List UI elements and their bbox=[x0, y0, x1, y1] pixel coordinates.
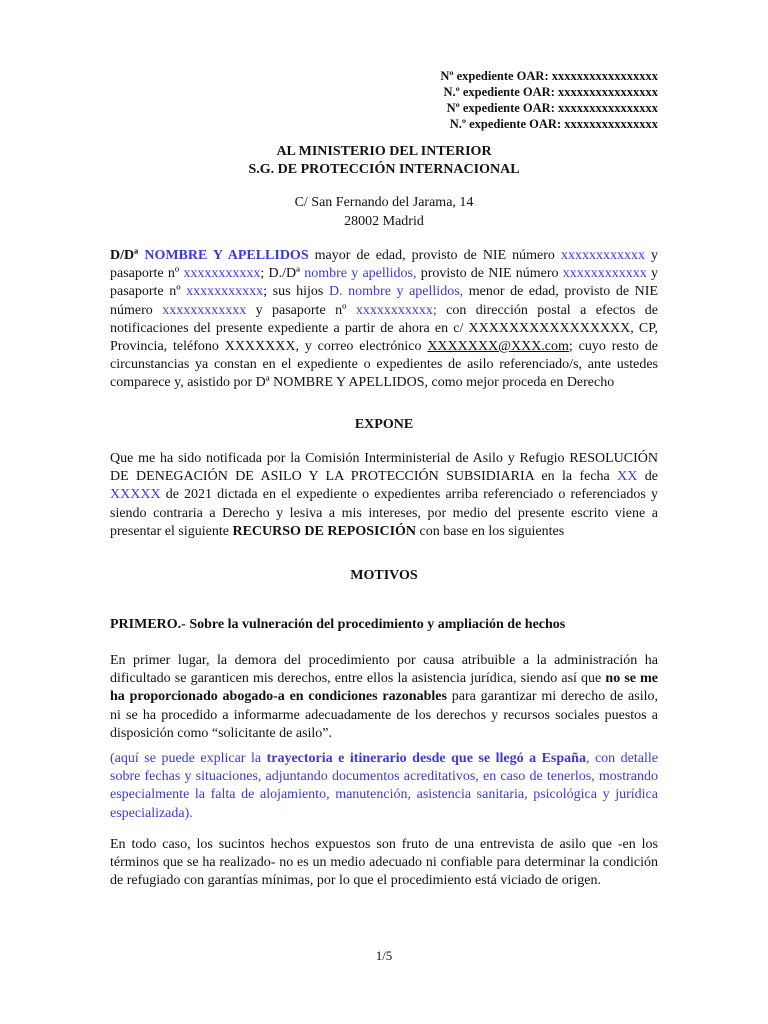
intro-text: y pasaporte nº bbox=[110, 248, 658, 282]
expone-text: de bbox=[637, 469, 659, 485]
primero-heading: PRIMERO.- Sobre la vulneración del procedimiento y ampliación de hechos bbox=[110, 617, 566, 632]
name-placeholder: NOMBRE Y APELLIDOS bbox=[144, 248, 309, 263]
name-placeholder: D. nombre y apellidos, bbox=[328, 284, 464, 300]
intro-text: ; cuyo resto de circunstancias ya constan en el expediente o expedientes de asilo referenciado/s, ante ustedes comparece y, asistido por Dª NOMBRE Y APELLIDOS, como mejor proceda en Derecho bbox=[110, 339, 658, 391]
nie-placeholder: xxxxxxxxxxxx bbox=[562, 266, 647, 282]
expediente-line: N.º expediente OAR: xxxxxxxxxxxxxxxx bbox=[443, 85, 658, 99]
month-placeholder: XXXXX bbox=[110, 487, 161, 503]
expediente-line: Nº expediente OAR: xxxxxxxxxxxxxxxx bbox=[446, 101, 658, 115]
intro-text: y pasaporte nº bbox=[110, 266, 658, 300]
p1-emphasis: no se me ha proporcionado abogado-a en condiciones razonables bbox=[110, 671, 659, 705]
name-placeholder: nombre y apellidos, bbox=[304, 266, 417, 282]
intro-text: ; D./Dª bbox=[260, 266, 305, 282]
passport-placeholder: xxxxxxxxxxx; bbox=[355, 302, 437, 318]
intro-text: menor de edad, provisto de NIE número bbox=[110, 284, 659, 318]
expediente-line: Nº expediente OAR: xxxxxxxxxxxxxxxxx bbox=[440, 69, 658, 83]
passport-placeholder: xxxxxxxxxxx bbox=[183, 266, 261, 282]
paragraph-2-note bbox=[110, 750, 658, 823]
recurso-title: RECURSO DE REPOSICIÓN bbox=[232, 523, 417, 539]
expone-text: Que me ha sido notificada por la Comisión Interministerial de Asilo y Refugio RESOLUCIÓN DE DENEGACIÓN DE ASILO Y LA PROTECCIÓN SUBSIDIARIA en la fecha bbox=[110, 451, 658, 485]
motivos-heading: MOTIVOS bbox=[350, 568, 418, 583]
p2-text: (aquí se puede explicar la bbox=[110, 751, 267, 766]
intro-text: con dirección postal a efectos de notificaciones del presente expediente a partir de ahora en c/ XXXXXXXXXXXXXXXX, CP, Provincia, teléfono XXXXXXX, y correo electrónico bbox=[110, 302, 659, 355]
day-placeholder: XX bbox=[617, 469, 638, 485]
expediente-block bbox=[440, 68, 658, 132]
addressee-city: 28002 Madrid bbox=[344, 214, 424, 229]
p1-text: para garantizar mi derecho de asilo, ni se ha procedido a informarme adecuadamente de los derechos y recursos sociales puestos a disposición como “solicitante de asilo”. bbox=[110, 689, 658, 741]
p2-emphasis: trayectoria e itinerario desde que se llegó a España bbox=[266, 751, 586, 766]
intro-text: mayor de edad, provisto de NIE número bbox=[308, 248, 561, 263]
expone-heading: EXPONE bbox=[354, 417, 414, 432]
expone-text: de 2021 dictada en el expediente o expedientes arriba referenciado o referenciados y siendo contraria a Derecho y lesiva a mis intereses, por medio del presente escrito viene a presentar el siguiente bbox=[110, 487, 658, 539]
addressee-street: C/ San Fernando del Jarama, 14 bbox=[294, 195, 474, 210]
expone-text: con base en los siguientes bbox=[416, 523, 565, 539]
paragraph-3: En todo caso, los sucintos hechos expuestos son fruto de una entrevista de asilo que -en los términos que se ha realizado- no es un medio adecuado ni confiable para determinar la condición de refugiado con garantías mínimas, por lo que el procedimiento está viciado de origen. bbox=[110, 837, 658, 889]
expone-paragraph bbox=[110, 450, 658, 541]
passport-placeholder: xxxxxxxxxxx bbox=[186, 284, 264, 300]
addressee-line-1: AL MINISTERIO DEL INTERIOR bbox=[276, 144, 492, 159]
addressee-line-2: S.G. DE PROTECCIÓN INTERNACIONAL bbox=[248, 162, 520, 177]
intro-text: y pasaporte nº bbox=[246, 302, 356, 318]
paragraph-1 bbox=[110, 652, 658, 743]
page-number: 1/5 bbox=[375, 948, 393, 963]
nie-placeholder: xxxxxxxxxxxx bbox=[560, 248, 645, 263]
intro-text: D/Dª bbox=[110, 248, 145, 263]
intro-text: provisto de NIE número bbox=[416, 266, 563, 282]
intro-paragraph bbox=[110, 247, 658, 393]
nie-placeholder: xxxxxxxxxxxx bbox=[162, 302, 247, 318]
expediente-line: N.º expediente OAR: xxxxxxxxxxxxxxx bbox=[449, 117, 658, 131]
email-link[interactable]: XXXXXXX@XXX.com bbox=[427, 339, 569, 355]
p1-text: En primer lugar, la demora del procedimiento por causa atribuible a la administración ha dificultado se garanticen mis derechos, entre ellos la asistencia jurídica, siendo así que bbox=[110, 653, 658, 687]
p2-text: , con detalle sobre fechas y situaciones, adjuntando documentos acreditativos, en caso de tenerlos, mostrando especialmente la falta de alojamiento, manutención, asistencia sanitaria, psicológica y jurídica especializada). bbox=[110, 751, 658, 821]
intro-text: ; sus hijos bbox=[263, 284, 329, 300]
